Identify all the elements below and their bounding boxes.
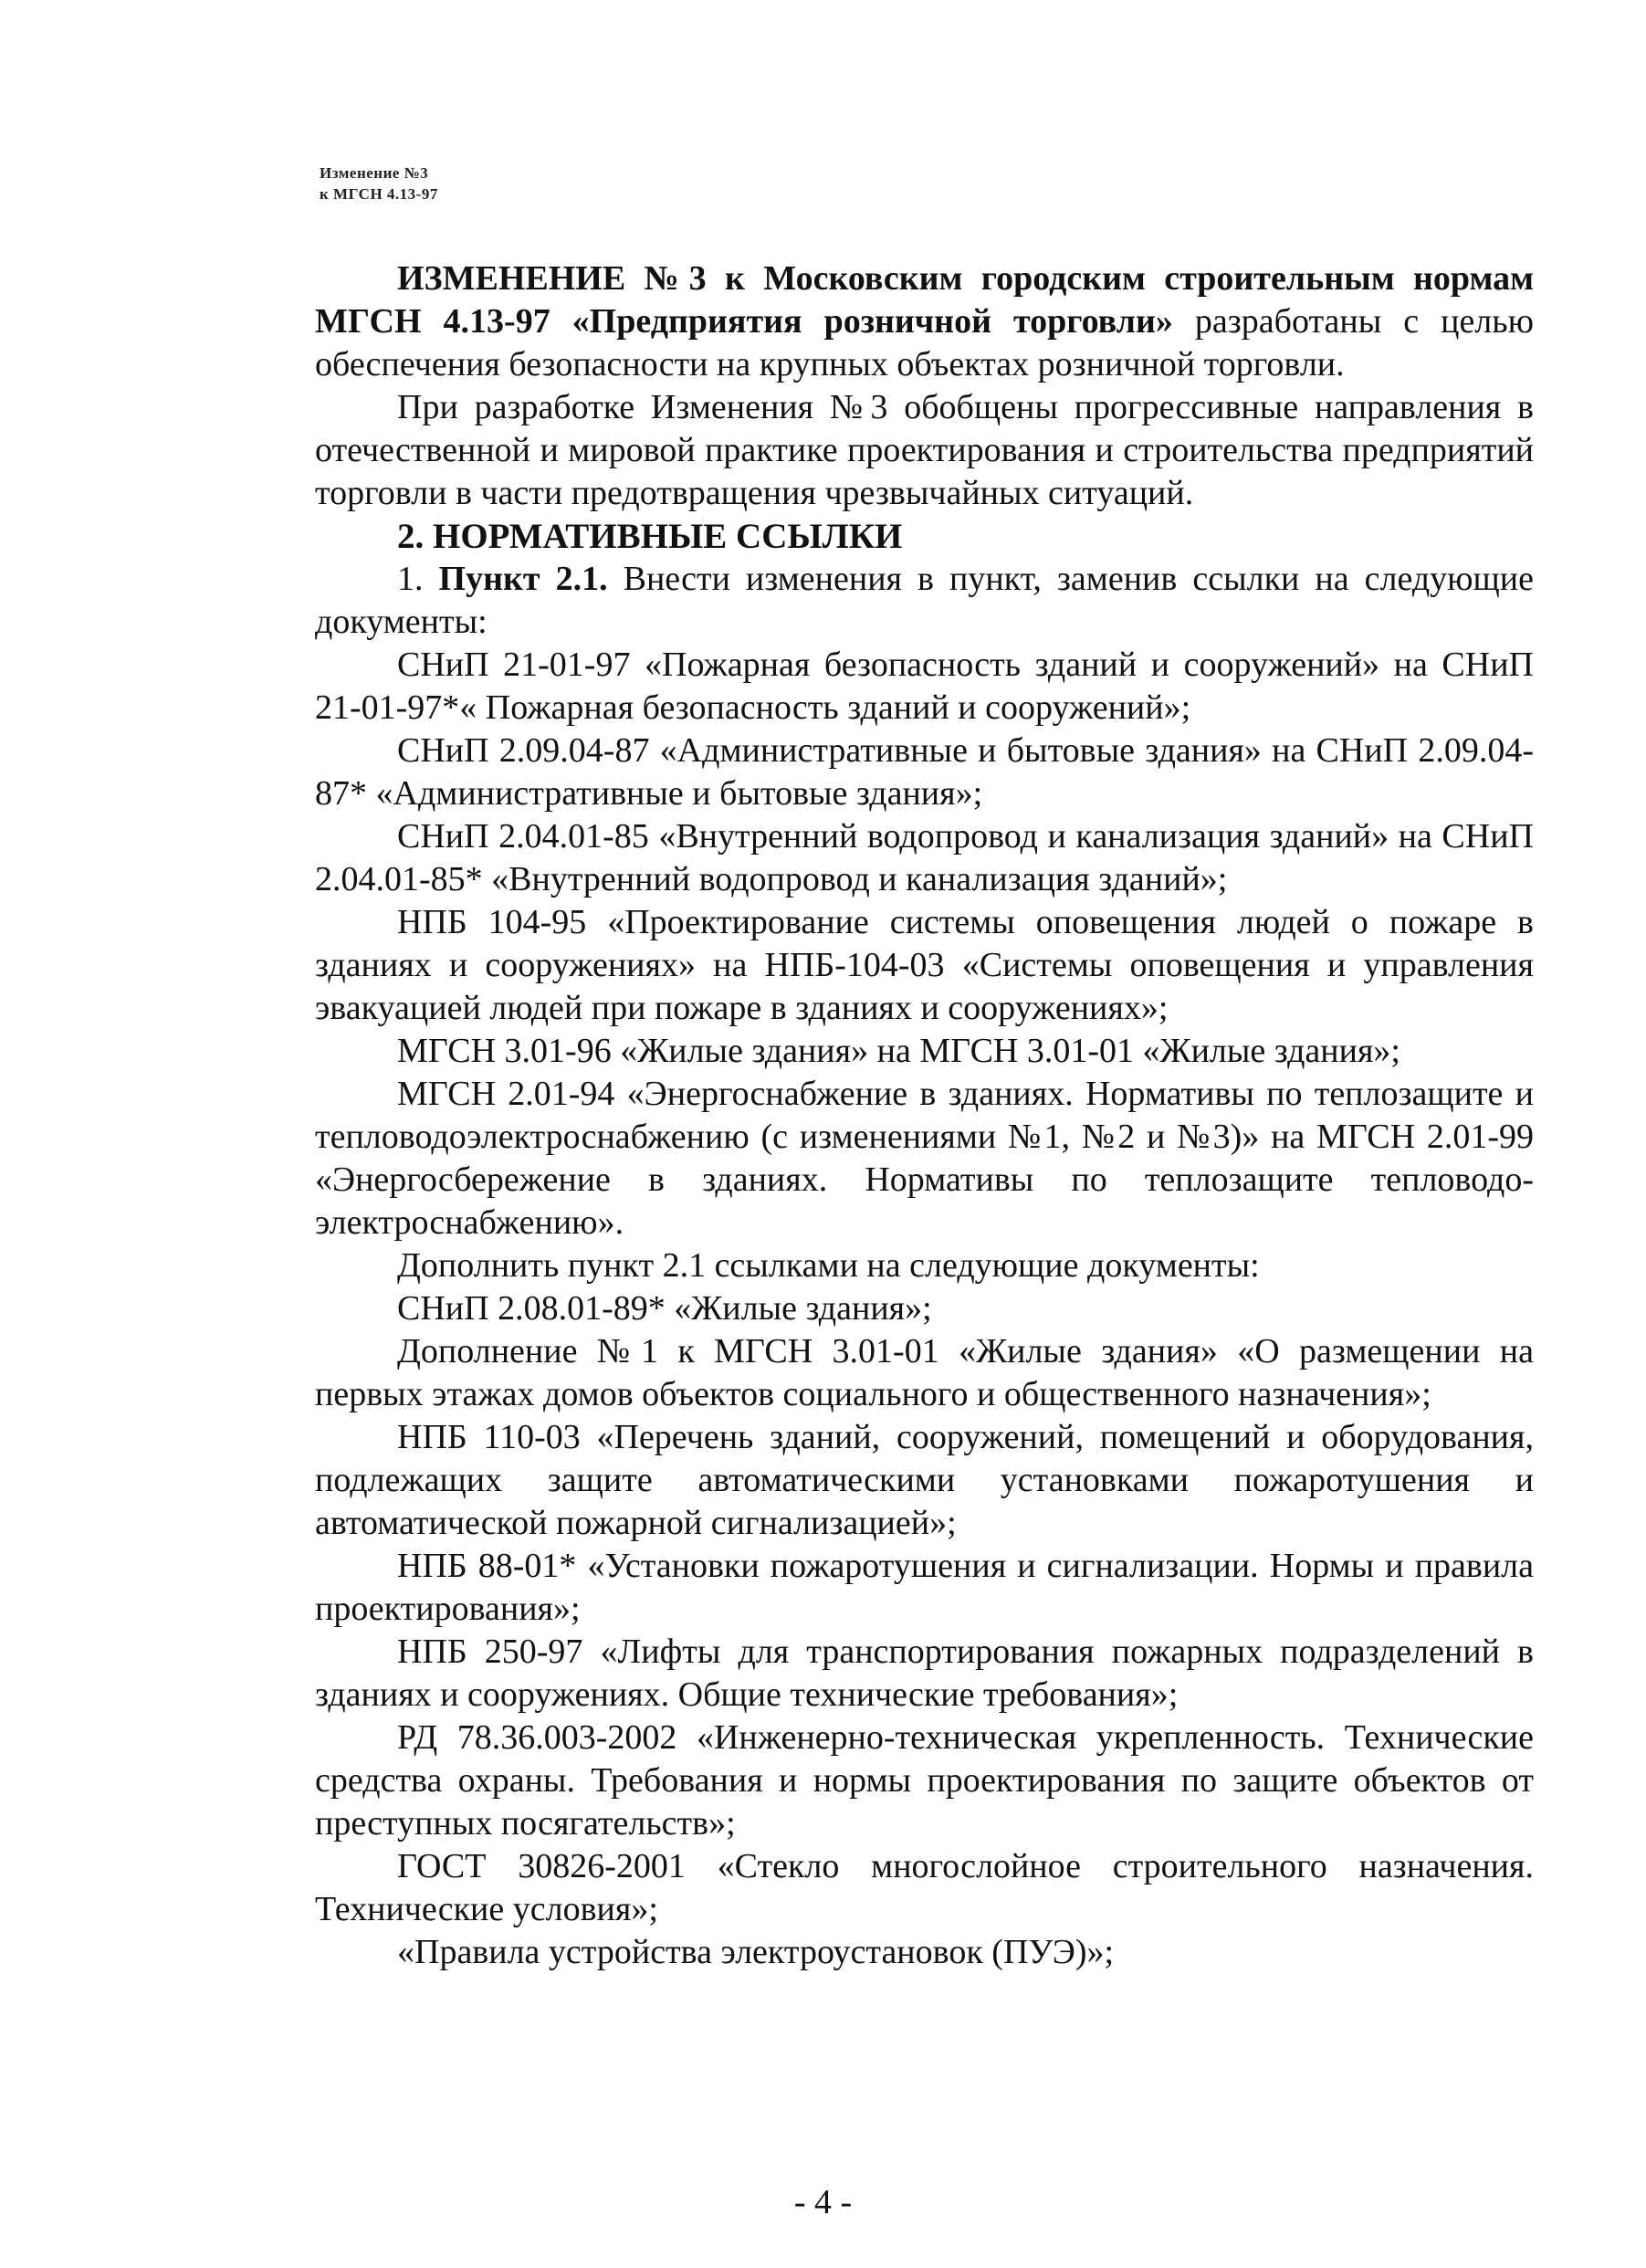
reference-paragraph: НПБ 104-95 «Проектирование системы оповещения людей о пожаре в зданиях и сооружениях» на НПБ-104-03 «Системы оповещения и управления эвакуацией людей при пожаре в зданиях и сооружениях»; <box>315 903 1534 1027</box>
reference-paragraph: СНиП 2.09.04-87 «Административные и бытовые здания» на СНиП 2.09.04-87* «Административные и бытовые здания»; <box>315 731 1534 813</box>
reference-paragraph: МГСН 2.01-94 «Энергоснабжение в зданиях. Нормативы по теплозащите и тепловодоэлектроснабжению (с изменениями №1, №2 и №3)» на МГСН 2.01-99 «Энергосбережение в зданиях. Нормативы по теплозащите тепловодо-электроснабжению». <box>315 1075 1534 1242</box>
header-note <box>320 163 438 205</box>
reference-paragraph: НПБ 88-01* «Установки пожаротушения и сигнализации. Нормы и правила проектирования»; <box>315 1547 1534 1628</box>
reference-paragraph: РД 78.36.003-2002 «Инженерно-техническая укрепленность. Технические средства охраны. Требования и нормы проектирования по защите объектов от преступных посягательств»; <box>315 1718 1534 1843</box>
reference-paragraph: СНиП 21-01-97 «Пожарная безопасность зданий и сооружений» на СНиП 21-01-97*« Пожарная безопасность зданий и сооружений»; <box>315 646 1534 727</box>
reference-paragraph: ГОСТ 30826-2001 «Стекло многослойное строительного назначения. Технические условия»; <box>315 1847 1534 1928</box>
header-note-line2: к МГСН 4.13-97 <box>320 185 438 203</box>
item-1-number: 1. <box>397 560 439 598</box>
intro-rest: разработаны с целью обеспечения безопасности на крупных объектах розничной торговли. <box>315 302 1534 383</box>
reference-paragraph: НПБ 250-97 «Лифты для транспортирования пожарных подразделений в зданиях и сооружениях. Общие технические требования»; <box>315 1633 1534 1714</box>
document-body <box>315 257 1534 1974</box>
intro-bold-lead: ИЗМЕНЕНИЕ №3 к Московским городским строительным нормам МГСН 4.13-97 «Предприятия розничной торговли» <box>315 259 1534 341</box>
section-title: 2. НОРМАТИВНЫЕ ССЫЛКИ <box>397 517 903 556</box>
item-1-text: Внести изменения в пункт, заменив ссылки на следующие документы: <box>315 560 1535 641</box>
item-1-paragraph <box>315 558 1534 644</box>
reference-paragraph: НПБ 110-03 «Перечень зданий, сооружений, помещений и оборудования, подлежащих защите автоматическими установками пожаротушения и автоматической пожарной сигнализацией»; <box>315 1418 1534 1542</box>
item-1-bold: Пункт 2.1. <box>438 560 608 598</box>
reference-paragraph: СНиП 2.04.01-85 «Внутренний водопровод и канализация зданий» на СНиП 2.04.01-85* «Внутренний водопровод и канализация зданий»; <box>315 817 1534 898</box>
reference-paragraph: Дополнение №1 к МГСН 3.01-01 «Жилые здания» «О размещении на первых этажах домов объектов социального и общественного назначения»; <box>315 1332 1534 1413</box>
reference-paragraph: Дополнить пункт 2.1 ссылками на следующие документы: <box>397 1246 1260 1285</box>
reference-paragraph: «Правила устройства электроустановок (ПУЭ)»; <box>397 1933 1115 1971</box>
reference-paragraph: СНиП 2.08.01-89* «Жилые здания»; <box>397 1289 932 1328</box>
header-note-line1: Изменение №3 <box>320 164 429 182</box>
intro-paragraph-2: При разработке Изменения №3 обобщены прогрессивные направления в отечественной и мировой практике проектирования и строительства предприятий торговли в части предотвращения чрезвычайных ситуаций. <box>315 388 1534 512</box>
intro-paragraph <box>315 257 1534 386</box>
page-number: - 4 - <box>793 2183 853 2221</box>
reference-paragraph: МГСН 3.01-96 «Жилые здания» на МГСН 3.01-01 «Жилые здания»; <box>397 1032 1400 1070</box>
